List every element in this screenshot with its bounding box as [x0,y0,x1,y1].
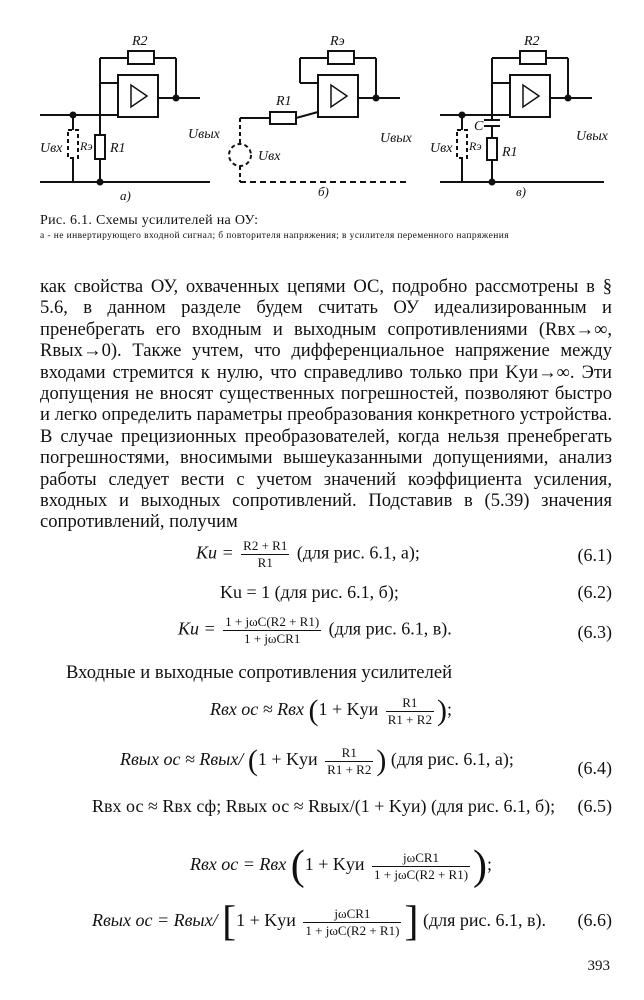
label-a-tag: а) [120,188,131,203]
label-a-uout: Uвых [188,127,220,142]
label-c-uout: Uвых [576,129,608,144]
body-paragraph: как свойства ОУ, охваченных цепями ОС, подробно рассмотрены в § 5.6, в данном разделе будем считать ОУ идеализированным и пренебрегать его входным и выходным сопротивлениями (Rвх→∞, Rвых→0). Также учтем, что дифференциальное напряжение между входами стремится к нулю, что справедливо только при Kуи→∞. Эти допущения не вносят существенных погрешностей, позволяют быстро и легко определить параметры преобразования конкретного устройства. В случае прецизионных преобразователей, когда нельзя пренебрегать погрешностями, вносимыми вышеуказанными допущениями, анализ работы следует вести с учетом значений коэффициента усиления, входных и выходных сопротивлений. Подставив в (5.39) значения сопротивлений, получим [40,276,612,533]
equation-6-6b: Rвых ос = Rвых/ [1 + Kуи $\frac{\text{jωCR1}}{\text{1 + jωC(R2 + R1)}}$ ] (для рис. 6.1, в). [92,899,546,945]
equation-6-1: Ku = $\frac{R2 + R1}{R1}$ (для рис. 6.1, а); [196,538,420,570]
equation-6-4a: Rвх ос ≈ Rвх (1 + Kуи $\frac{R1}{R1 + R2}$ ); [210,694,452,727]
equation-6-5: Rвх ос ≈ Rвх сф; Rвых ос ≈ Rвых/(1 + Kуи) (для рис. 6.1, б); [92,796,556,816]
label-b-r1: R1 [276,94,292,109]
label-c-tag: в) [516,184,526,199]
equation-6-6a: Rвх ос = Rвх (1 + Kуи $\frac{\text{jωCR1}}{\text{1 + jωC(R2 + R1)}}$ ); [190,843,493,889]
label-b-re: Rэ [330,34,345,49]
page-number: 393 [587,958,610,974]
label-c-c: C [474,119,484,134]
circuit-a [40,51,210,185]
paragraph-2: Входные и выходные сопротивления усилителей [66,662,453,683]
equation-6-3: Ku = $\frac{\text{1 + jωC(R2 + R1)}}{\text{1 + jωCR1}}$ (для рис. 6.1, в). [178,614,452,646]
label-c-r2: R2 [524,34,540,49]
caption-legend: а - не инвертирующего входной сигнал; б повторителя напряжения; в усилителя переменного напряжения [40,231,509,241]
label-c-re: Rэ [469,139,482,153]
eq-number-6-6: (6.6) [577,910,612,930]
figure-caption [40,213,625,242]
label-a-uin: Uвх [40,141,63,156]
label-b-tag: б) [318,184,329,199]
equation-6-4b: Rвых ос ≈ Rвых/ (1 + Kуи $\frac{R1}{R1 + R2}$ ) (для рис. 6.1, а); [120,744,514,777]
label-a-re: Rэ [80,139,93,153]
eq-number-6-1: (6.1) [577,545,612,565]
label-b-uout: Uвых [380,131,412,146]
figure-6-1 [0,0,644,210]
label-a-r1: R1 [110,141,126,156]
equation-6-2: Ku = 1 (для рис. 6.1, б); [220,582,399,602]
circuit-b [229,51,410,182]
eq-number-6-4: (6.4) [577,758,612,778]
label-c-r1: R1 [502,145,518,160]
eq-number-6-3: (6.3) [577,622,612,642]
label-a-r2: R2 [132,34,148,49]
eq-number-6-2: (6.2) [577,582,612,602]
label-b-uin: Uвх [258,149,281,164]
label-c-uin: Uвх [430,141,453,156]
circuit-c [440,51,604,185]
caption-title: Рис. 6.1. Схемы усилителей на ОУ: [40,213,259,228]
eq-number-6-5: (6.5) [577,796,612,816]
